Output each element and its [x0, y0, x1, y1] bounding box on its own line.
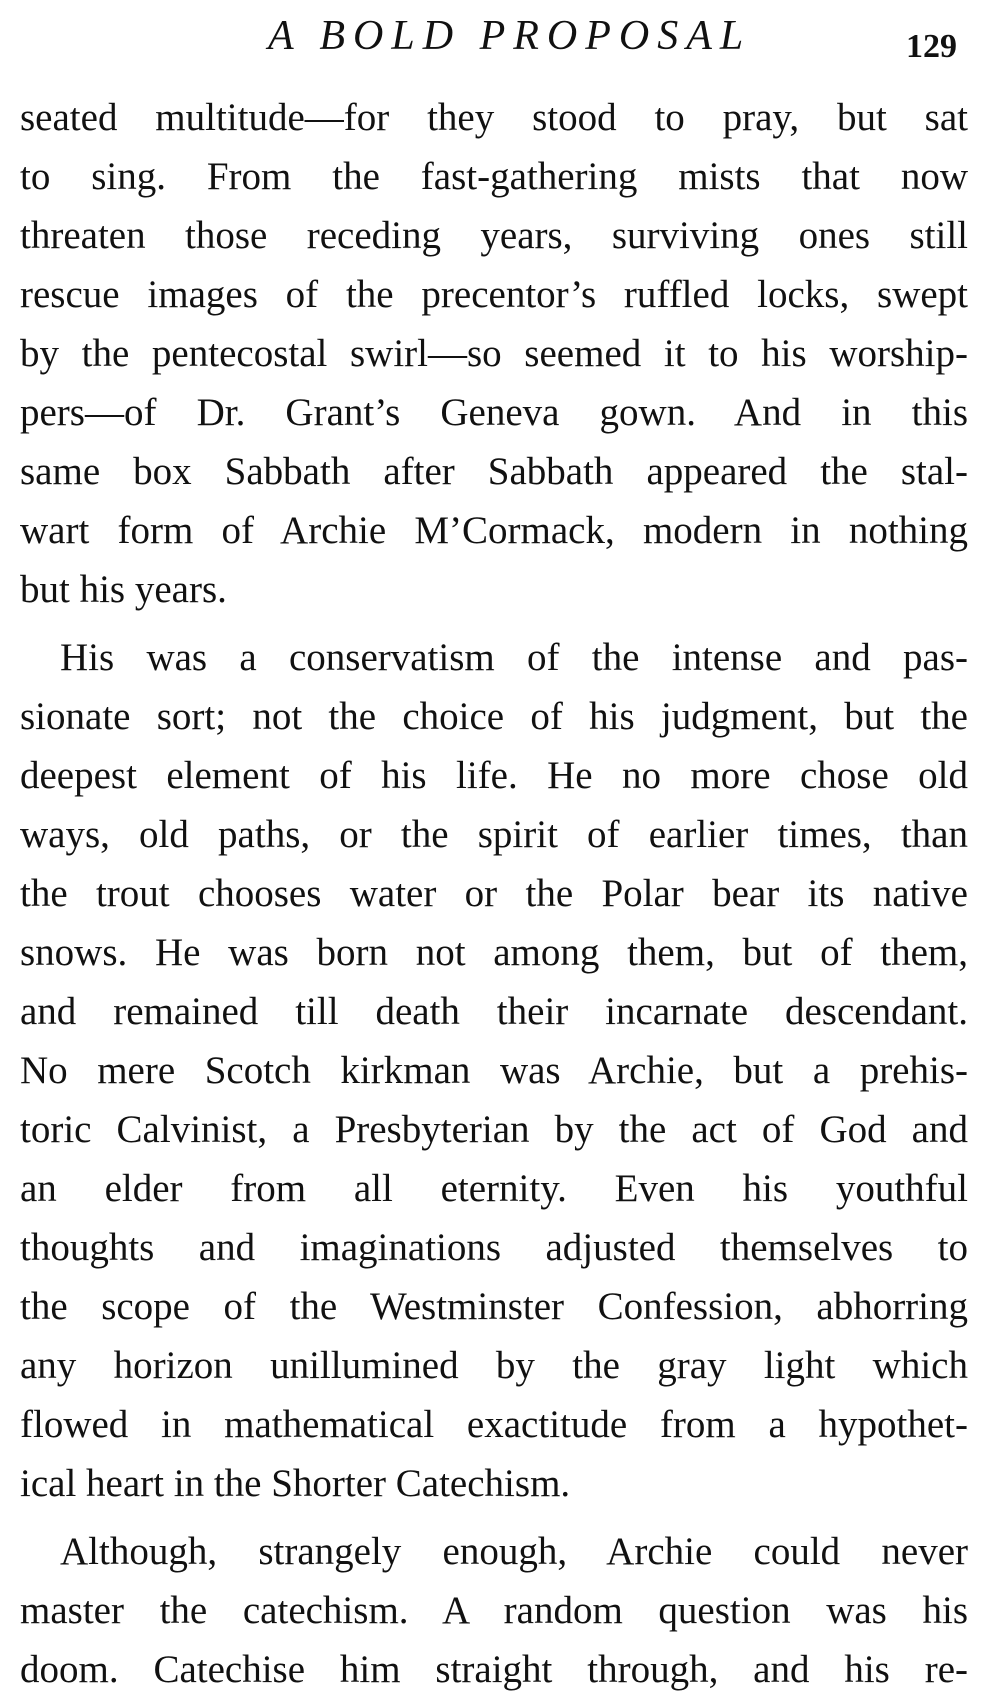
text-line: rescue images of the precentor’s ruffled locks, swept: [20, 273, 968, 316]
text-line: same box Sabbath after Sabbath appeared the stal-: [20, 450, 968, 493]
paragraph-gap: [20, 1513, 968, 1522]
text-line: doom. Catechise him straight through, and his re-: [20, 1648, 968, 1691]
paragraph-gap: [20, 619, 968, 628]
text-line: sionate sort; not the choice of his judgment, but the: [20, 695, 968, 738]
text-line: thoughts and imaginations adjusted themselves to: [20, 1226, 968, 1269]
text-line: pers—of Dr. Grant’s Geneva gown. And in this: [20, 391, 968, 434]
text-line: but his years.: [20, 568, 227, 611]
text-line: wart form of Archie M’Cormack, modern in nothing: [20, 509, 968, 552]
text-line: to sing. From the fast-gathering mists that now: [20, 155, 968, 198]
paragraph-2: [20, 628, 968, 1513]
text-line: deepest element of his life. He no more chose old: [20, 754, 968, 797]
text-line: by the pentecostal swirl—so seemed it to his worship-: [20, 332, 968, 375]
text-line: toric Calvinist, a Presbyterian by the act of God and: [20, 1108, 968, 1151]
text-line: the scope of the Westminster Confession, abhorring: [20, 1285, 968, 1328]
page-number: 129: [906, 28, 957, 65]
text-line: and remained till death their incarnate descendant.: [20, 990, 968, 1033]
text-line: ways, old paths, or the spirit of earlier times, than: [20, 813, 968, 856]
paragraph-3: [20, 1522, 968, 1699]
text-line: flowed in mathematical exactitude from a hypothet-: [20, 1403, 968, 1446]
running-head: [0, 4, 1000, 64]
text-line: Although, strangely enough, Archie could never: [60, 1530, 968, 1573]
text-line: seated multitude—for they stood to pray, but sat: [20, 96, 968, 139]
text-line: snows. He was born not among them, but of them,: [20, 931, 968, 974]
running-title: A BOLD PROPOSAL: [268, 13, 752, 59]
text-line: any horizon unillumined by the gray light which: [20, 1344, 968, 1387]
text-line: an elder from all eternity. Even his youthful: [20, 1167, 968, 1210]
text-line: master the catechism. A random question was his: [20, 1589, 968, 1632]
paragraph-1: [20, 88, 968, 619]
body-text: [20, 88, 968, 1699]
text-line: ical heart in the Shorter Catechism.: [20, 1462, 571, 1505]
text-line: the trout chooses water or the Polar bear its native: [20, 872, 968, 915]
text-line: His was a conservatism of the intense and pas-: [60, 636, 968, 679]
text-line: threaten those receding years, surviving ones still: [20, 214, 968, 257]
text-line: No mere Scotch kirkman was Archie, but a prehis-: [20, 1049, 968, 1092]
